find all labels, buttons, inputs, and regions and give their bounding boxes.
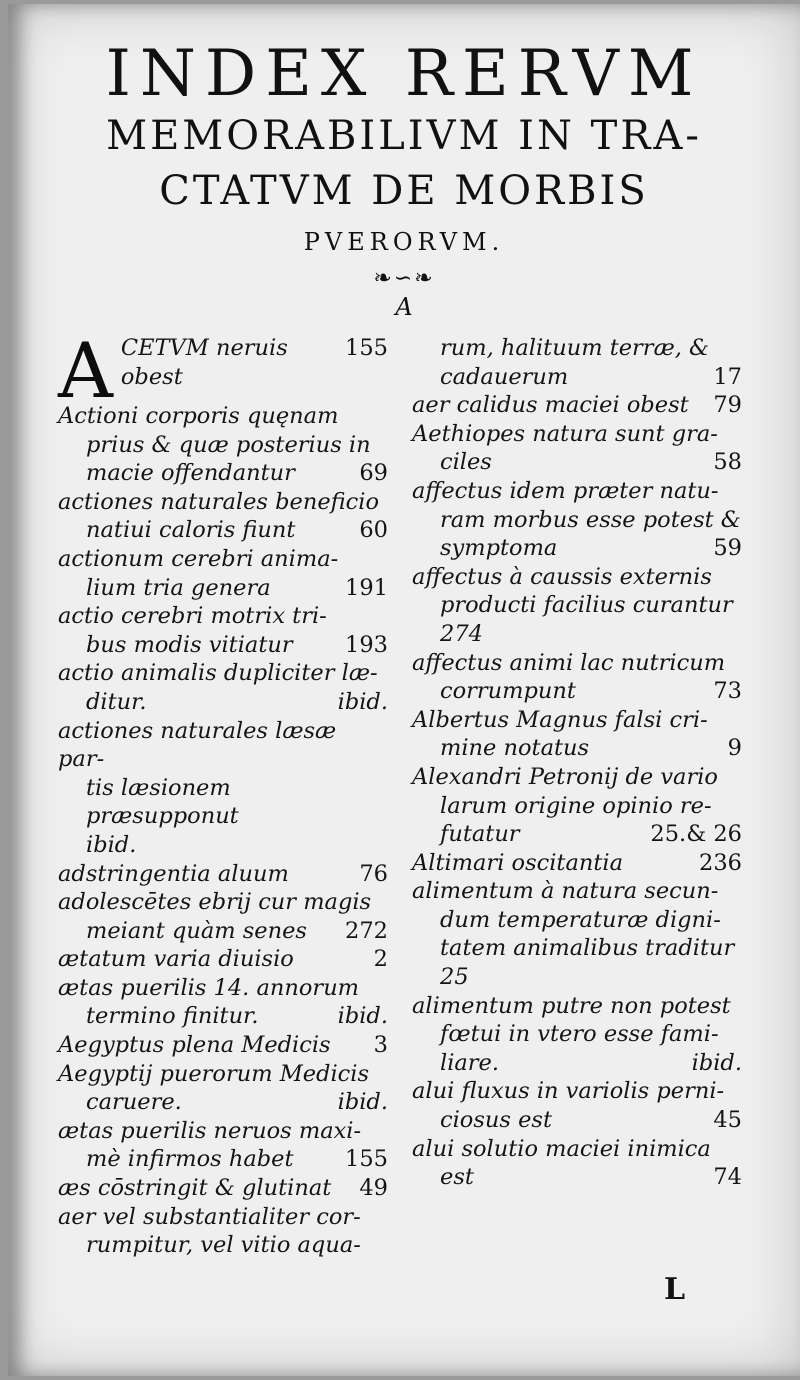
entry-text: actionum cerebri anima- [58, 545, 339, 572]
entry-text: actiones naturales læsæ par- [58, 717, 337, 773]
index-entry [412, 992, 742, 1078]
index-entry [412, 563, 742, 649]
entry-text: rum, halituum terræ, & [440, 335, 710, 361]
entry-text: Alexandri Petronij de vario [412, 763, 718, 790]
index-entry [58, 945, 388, 974]
entry-text: aer calidus maciei obest [412, 392, 689, 419]
entry-text: Actioni corporis quęnam [58, 403, 339, 429]
page-reference: 73 [713, 678, 742, 705]
index-entry [58, 326, 388, 415]
entry-text: Albertus Magnus falsi cri- [412, 706, 708, 733]
entry-text: 25 [440, 964, 469, 991]
entry-text: caruere. [86, 1089, 182, 1116]
index-header [8, 37, 800, 321]
index-entry [412, 420, 742, 477]
title-line-3: CTATVM DE MORBIS [159, 168, 649, 214]
entry-text: alimentum putre non potest [412, 992, 731, 1019]
entry-text: dum temperaturæ digni- [440, 906, 721, 933]
entry-text: tis læsionem præsupponut [86, 774, 239, 830]
index-entry [58, 860, 388, 889]
entry-text: 274 [440, 620, 483, 647]
entry-text: rumpitur, vel vitio aqua- [86, 1232, 361, 1259]
entry-text: est [440, 1164, 474, 1191]
entry-text: affectus à caussis externis [412, 563, 712, 590]
entry-text: corrumpunt [440, 678, 576, 705]
page-reference: 74 [713, 1164, 742, 1191]
entry-text: adstringentia aluum [58, 860, 289, 887]
entry-text: actio animalis dupliciter læ- [58, 660, 378, 687]
entry-text: ætas puerilis neruos maxi- [58, 1117, 362, 1144]
page-reference: 69 [359, 460, 388, 487]
page-reference: 272 [345, 917, 388, 944]
index-entry [58, 888, 388, 945]
index-entry [58, 488, 388, 545]
entry-text: actio cerebri motrix tri- [58, 603, 327, 630]
entry-text: producti facilius curantur [440, 592, 733, 619]
right-index-column [412, 334, 742, 1192]
entry-text: alui solutio maciei inimica [412, 1135, 711, 1162]
index-entry [58, 1060, 388, 1117]
page-reference: 59 [713, 535, 742, 562]
entry-text: ciles [440, 449, 492, 476]
entry-text: Altimari oscitantia [412, 849, 624, 876]
index-entry [58, 402, 388, 488]
entry-text: tatem animalibus traditur [440, 935, 735, 962]
entry-text: alimentum à natura secun- [412, 878, 719, 905]
page-reference: ibid. [337, 1003, 388, 1030]
entry-text: ditur. [86, 688, 147, 715]
entry-text: Aethiopes natura sunt gra- [412, 420, 718, 447]
index-entry [412, 477, 742, 563]
index-entry [58, 545, 388, 602]
section-letter: A [395, 293, 413, 321]
entry-text: natiui caloris fiunt [86, 517, 296, 544]
entry-text: prius & quæ posterius in [86, 431, 371, 458]
page-reference: 9 [727, 735, 742, 762]
index-entry [412, 1135, 742, 1192]
entry-text: meiant quàm senes [86, 917, 307, 944]
title-line-2: MEMORABILIVM IN TRA- [106, 113, 702, 159]
page-reference: ibid. [691, 1049, 742, 1076]
page-reference: 45 [713, 1107, 742, 1134]
entry-text: CETVM neruis obest [120, 335, 288, 390]
book-page [8, 4, 800, 1376]
title-line-4: PVERORVM. [303, 228, 505, 256]
page-reference: 155 [345, 335, 388, 361]
entry-text: Aegyptus plena Medicis [58, 1032, 331, 1059]
entry-text: lium tria genera [86, 574, 271, 601]
entry-text: fœtui in vtero esse fami- [440, 1021, 719, 1048]
index-entry [412, 877, 742, 991]
entry-text: adolescētes ebrij cur magis [58, 889, 372, 916]
index-entry [58, 1203, 388, 1260]
entry-text: bus modis vitiatur [86, 631, 293, 658]
entry-text: cadauerum [440, 363, 569, 390]
index-entry [58, 659, 388, 716]
entry-text: affectus animi lac nutricum [412, 649, 726, 676]
index-entry [58, 717, 388, 860]
page-reference: 17 [713, 363, 742, 390]
entry-text: ætatum varia diuisio [58, 946, 294, 973]
entry-text: affectus idem præter natu- [412, 477, 719, 504]
index-entry [412, 1077, 742, 1134]
fleuron-ornament: ❧∽❧ [373, 266, 435, 291]
page-reference: 60 [359, 517, 388, 544]
index-entry [58, 974, 388, 1031]
page-reference: 155 [345, 1146, 388, 1173]
page-reference: ibid. [337, 1089, 388, 1116]
entry-text: mè infirmos habet [86, 1146, 294, 1173]
page-reference: 58 [713, 449, 742, 476]
page-reference: 193 [345, 631, 388, 658]
page-reference: 191 [345, 574, 388, 601]
entry-text: alui fluxus in variolis perni- [412, 1078, 725, 1105]
entry-text: actiones naturales beneficio [58, 488, 379, 515]
entry-text: æs cōstringit & glutinat [58, 1175, 332, 1202]
index-entry [412, 649, 742, 706]
drop-cap: A [58, 326, 113, 415]
entry-text: ibid. [86, 831, 137, 858]
entry-text: ætas puerilis 14. annorum [58, 974, 360, 1001]
index-entry [58, 1031, 388, 1060]
index-entry [412, 849, 742, 878]
entry-text: Aegyptij puerorum Medicis [58, 1060, 369, 1087]
title-line-1: INDEX RERVM [105, 37, 703, 111]
index-entry [58, 602, 388, 659]
page-reference: 79 [713, 392, 742, 419]
entry-text: mine notatus [440, 735, 590, 762]
page-reference: 236 [699, 849, 742, 876]
index-entry [412, 334, 742, 391]
index-entry [58, 1174, 388, 1203]
page-reference: ibid. [337, 688, 388, 715]
index-entry [412, 391, 742, 420]
index-entry [412, 706, 742, 763]
entry-text: futatur [440, 821, 520, 848]
entry-text: ciosus est [440, 1107, 552, 1134]
entry-text: ram morbus esse potest & [440, 506, 741, 533]
index-entry [58, 1117, 388, 1174]
page-reference: 2 [373, 946, 388, 973]
entry-text: symptoma [440, 535, 558, 562]
entry-text: aer vel substantialiter cor- [58, 1203, 361, 1230]
entry-text: larum origine opinio re- [440, 792, 712, 819]
page-reference: 76 [359, 860, 388, 887]
page-reference: 3 [373, 1032, 388, 1059]
entry-text: macie offendantur [86, 460, 295, 487]
catchword: L [664, 1272, 686, 1307]
page-reference: 49 [359, 1175, 388, 1202]
index-entry [412, 763, 742, 849]
entry-text: termino finitur. [86, 1003, 259, 1030]
entry-text: liare. [440, 1049, 500, 1076]
left-index-column [58, 326, 388, 1260]
page-reference: 25.& 26 [650, 821, 742, 848]
